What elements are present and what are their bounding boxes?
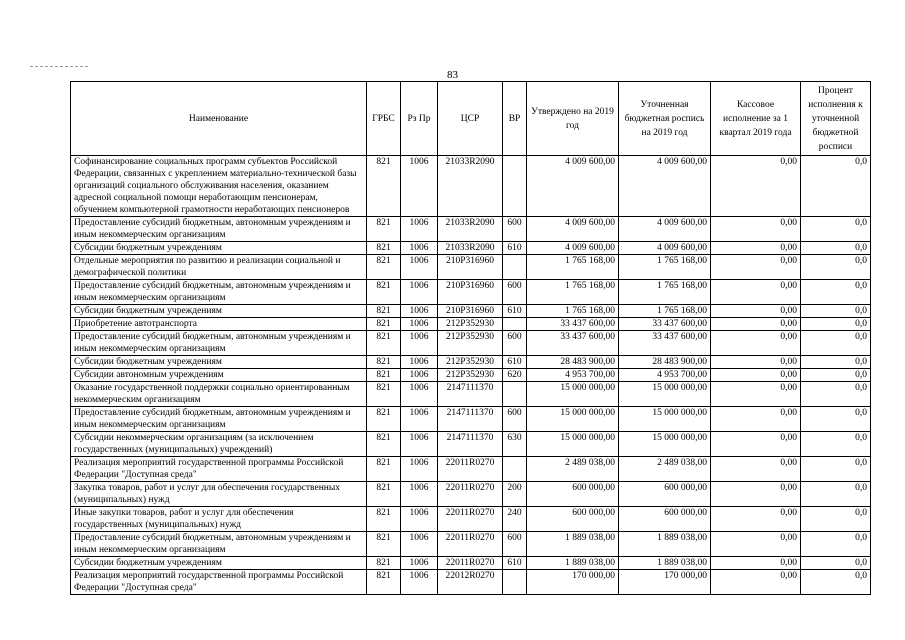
cell-rzpr: 1006 — [401, 217, 438, 242]
cell-rzpr: 1006 — [401, 432, 438, 457]
table-row — [71, 432, 871, 457]
cell-percent: 0,0 — [801, 369, 871, 382]
cell-csr: 210Р316960 — [438, 305, 503, 318]
cell-rzpr: 1006 — [401, 242, 438, 255]
cell-percent: 0,0 — [801, 532, 871, 557]
cell-cash: 0,00 — [711, 318, 801, 331]
cell-revised: 1 889 038,00 — [619, 532, 711, 557]
cell-csr: 212Р352930 — [438, 331, 503, 356]
cell-name: Предоставление субсидий бюджетным, автономным учреждениям и иным некоммерческим организациям — [71, 331, 367, 356]
cell-percent: 0,0 — [801, 382, 871, 407]
cell-vr: 600 — [503, 280, 527, 305]
table-row — [71, 532, 871, 557]
cell-vr: 600 — [503, 407, 527, 432]
cell-revised: 33 437 600,00 — [619, 331, 711, 356]
table-row — [71, 482, 871, 507]
cell-cash: 0,00 — [711, 280, 801, 305]
cell-cash: 0,00 — [711, 432, 801, 457]
cell-percent: 0,0 — [801, 557, 871, 570]
cell-approved: 4 953 700,00 — [527, 369, 619, 382]
cell-revised: 4 009 600,00 — [619, 156, 711, 217]
cell-revised: 1 889 038,00 — [619, 557, 711, 570]
cell-vr — [503, 255, 527, 280]
cell-revised: 1 765 168,00 — [619, 305, 711, 318]
cell-rzpr: 1006 — [401, 255, 438, 280]
cell-grbs: 821 — [367, 280, 401, 305]
cell-csr: 22011R0270 — [438, 457, 503, 482]
cell-revised: 4 953 700,00 — [619, 369, 711, 382]
cell-vr: 620 — [503, 369, 527, 382]
cell-csr: 22011R0270 — [438, 482, 503, 507]
cell-percent: 0,0 — [801, 457, 871, 482]
cell-approved: 33 437 600,00 — [527, 318, 619, 331]
budget-table — [70, 81, 871, 595]
cell-vr: 610 — [503, 242, 527, 255]
table-row — [71, 407, 871, 432]
cell-revised: 170 000,00 — [619, 570, 711, 595]
cell-approved: 1 765 168,00 — [527, 280, 619, 305]
cell-rzpr: 1006 — [401, 532, 438, 557]
cell-approved: 28 483 900,00 — [527, 356, 619, 369]
cell-revised: 1 765 168,00 — [619, 280, 711, 305]
cell-rzpr: 1006 — [401, 369, 438, 382]
cell-revised: 600 000,00 — [619, 482, 711, 507]
table-row — [71, 457, 871, 482]
cell-revised: 15 000 000,00 — [619, 407, 711, 432]
cell-rzpr: 1006 — [401, 382, 438, 407]
cell-vr — [503, 156, 527, 217]
table-row — [71, 369, 871, 382]
cell-cash: 0,00 — [711, 331, 801, 356]
cell-approved: 15 000 000,00 — [527, 382, 619, 407]
cell-csr: 212Р352930 — [438, 356, 503, 369]
cell-approved: 4 009 600,00 — [527, 156, 619, 217]
cell-approved: 2 489 038,00 — [527, 457, 619, 482]
cell-vr: 610 — [503, 305, 527, 318]
table-row — [71, 156, 871, 217]
table-row — [71, 255, 871, 280]
cell-grbs: 821 — [367, 482, 401, 507]
cell-csr: 22011R0270 — [438, 557, 503, 570]
cell-approved: 170 000,00 — [527, 570, 619, 595]
cell-cash: 0,00 — [711, 482, 801, 507]
header-cash: Кассовое исполнение за 1 квартал 2019 года — [711, 82, 801, 156]
cell-rzpr: 1006 — [401, 507, 438, 532]
cell-rzpr: 1006 — [401, 305, 438, 318]
cell-grbs: 821 — [367, 242, 401, 255]
cell-vr — [503, 318, 527, 331]
cell-grbs: 821 — [367, 318, 401, 331]
cell-grbs: 821 — [367, 532, 401, 557]
cell-grbs: 821 — [367, 156, 401, 217]
table-row — [71, 382, 871, 407]
cell-name: Субсидии некоммерческим организациям (за исключением государственных (муниципальных) учреждений) — [71, 432, 367, 457]
header-name: Наименование — [71, 82, 367, 156]
cell-cash: 0,00 — [711, 356, 801, 369]
header-vr: ВР — [503, 82, 527, 156]
cell-rzpr: 1006 — [401, 407, 438, 432]
cell-grbs: 821 — [367, 432, 401, 457]
cell-cash: 0,00 — [711, 305, 801, 318]
cell-grbs: 821 — [367, 331, 401, 356]
cell-grbs: 821 — [367, 570, 401, 595]
cell-revised: 2 489 038,00 — [619, 457, 711, 482]
cell-csr: 210Р316960 — [438, 255, 503, 280]
cell-vr: 600 — [503, 217, 527, 242]
cell-name: Предоставление субсидий бюджетным, автономным учреждениям и иным некоммерческим организациям — [71, 407, 367, 432]
cell-csr: 212Р352930 — [438, 369, 503, 382]
cell-vr: 610 — [503, 557, 527, 570]
cell-rzpr: 1006 — [401, 156, 438, 217]
cell-name: Иные закупки товаров, работ и услуг для обеспечения государственных (муниципальных) нужд — [71, 507, 367, 532]
cell-csr: 21033R2090 — [438, 156, 503, 217]
cell-revised: 4 009 600,00 — [619, 242, 711, 255]
cell-csr: 22011R0270 — [438, 507, 503, 532]
cell-vr: 600 — [503, 532, 527, 557]
cell-revised: 28 483 900,00 — [619, 356, 711, 369]
cell-name: Отдельные мероприятия по развитию и реализации социальной и демографической политики — [71, 255, 367, 280]
cell-csr: 2147111370 — [438, 382, 503, 407]
cell-rzpr: 1006 — [401, 457, 438, 482]
cell-name: Софинансирование социальных программ субъектов Российской Федерации, связанных с укреплением материально-технической базы организаций социального обслуживания населения, оказанием адресной социальной помощи неработающим пенсионерам, обучением компьютерной грамотности неработающих пенсионеров — [71, 156, 367, 217]
cell-percent: 0,0 — [801, 156, 871, 217]
cell-vr: 600 — [503, 331, 527, 356]
cell-approved: 600 000,00 — [527, 507, 619, 532]
table-header — [71, 82, 871, 156]
cell-approved: 1 765 168,00 — [527, 255, 619, 280]
cell-csr: 212Р352930 — [438, 318, 503, 331]
cell-percent: 0,0 — [801, 356, 871, 369]
cell-name: Приобретение автотранспорта — [71, 318, 367, 331]
cell-cash: 0,00 — [711, 557, 801, 570]
cell-approved: 33 437 600,00 — [527, 331, 619, 356]
header-approved: Утверждено на 2019 год — [527, 82, 619, 156]
header-csr: ЦСР — [438, 82, 503, 156]
cell-percent: 0,0 — [801, 305, 871, 318]
cell-cash: 0,00 — [711, 369, 801, 382]
cell-rzpr: 1006 — [401, 280, 438, 305]
cell-cash: 0,00 — [711, 156, 801, 217]
table-row — [71, 570, 871, 595]
cell-rzpr: 1006 — [401, 482, 438, 507]
cell-vr — [503, 382, 527, 407]
cell-cash: 0,00 — [711, 382, 801, 407]
cell-cash: 0,00 — [711, 255, 801, 280]
cell-cash: 0,00 — [711, 242, 801, 255]
cell-vr: 240 — [503, 507, 527, 532]
cell-grbs: 821 — [367, 457, 401, 482]
cell-percent: 0,0 — [801, 432, 871, 457]
cell-percent: 0,0 — [801, 280, 871, 305]
cell-approved: 4 009 600,00 — [527, 217, 619, 242]
cell-cash: 0,00 — [711, 217, 801, 242]
cell-percent: 0,0 — [801, 242, 871, 255]
cell-name: Реализация мероприятий государственной программы Российской Федерации "Доступная среда" — [71, 570, 367, 595]
table-body — [71, 156, 871, 595]
table-row — [71, 507, 871, 532]
cell-cash: 0,00 — [711, 532, 801, 557]
cell-rzpr: 1006 — [401, 570, 438, 595]
cell-csr: 2147111370 — [438, 432, 503, 457]
table-row — [71, 356, 871, 369]
cell-approved: 15 000 000,00 — [527, 407, 619, 432]
table-row — [71, 318, 871, 331]
table-row — [71, 557, 871, 570]
header-percent: Процент исполнения к уточненной бюджетной росписи — [801, 82, 871, 156]
cell-percent: 0,0 — [801, 407, 871, 432]
cell-cash: 0,00 — [711, 407, 801, 432]
cell-percent: 0,0 — [801, 570, 871, 595]
cell-vr — [503, 457, 527, 482]
cell-rzpr: 1006 — [401, 557, 438, 570]
cell-grbs: 821 — [367, 382, 401, 407]
cell-percent: 0,0 — [801, 255, 871, 280]
cell-grbs: 821 — [367, 507, 401, 532]
cell-approved: 15 000 000,00 — [527, 432, 619, 457]
table-row — [71, 331, 871, 356]
cell-cash: 0,00 — [711, 570, 801, 595]
table-row — [71, 242, 871, 255]
cell-vr: 610 — [503, 356, 527, 369]
cell-revised: 1 765 168,00 — [619, 255, 711, 280]
cell-percent: 0,0 — [801, 482, 871, 507]
cell-revised: 15 000 000,00 — [619, 382, 711, 407]
cell-csr: 22012R0270 — [438, 570, 503, 595]
cell-cash: 0,00 — [711, 507, 801, 532]
cell-approved: 1 889 038,00 — [527, 557, 619, 570]
cell-grbs: 821 — [367, 305, 401, 318]
cell-revised: 33 437 600,00 — [619, 318, 711, 331]
cell-revised: 4 009 600,00 — [619, 217, 711, 242]
cell-cash: 0,00 — [711, 457, 801, 482]
cell-vr: 630 — [503, 432, 527, 457]
table-row — [71, 280, 871, 305]
cell-vr — [503, 570, 527, 595]
cell-csr: 21033R2090 — [438, 242, 503, 255]
cell-grbs: 821 — [367, 356, 401, 369]
cell-rzpr: 1006 — [401, 318, 438, 331]
cell-vr: 200 — [503, 482, 527, 507]
cell-percent: 0,0 — [801, 331, 871, 356]
cell-name: Предоставление субсидий бюджетным, автономным учреждениям и иным некоммерческим организациям — [71, 532, 367, 557]
cell-revised: 15 000 000,00 — [619, 432, 711, 457]
cell-name: Закупка товаров, работ и услуг для обеспечения государственных (муниципальных) нужд — [71, 482, 367, 507]
cell-name: Субсидии бюджетным учреждениям — [71, 557, 367, 570]
cell-name: Оказание государственной поддержки социально ориентированным некоммерческим организациям — [71, 382, 367, 407]
cell-csr: 2147111370 — [438, 407, 503, 432]
header-rzpr: Рз Пр — [401, 82, 438, 156]
table-row — [71, 305, 871, 318]
cell-name: Предоставление субсидий бюджетным, автономным учреждениям и иным некоммерческим организациям — [71, 280, 367, 305]
cell-approved: 1 889 038,00 — [527, 532, 619, 557]
page-number: 83 — [447, 69, 458, 81]
cell-rzpr: 1006 — [401, 331, 438, 356]
cell-name: Субсидии бюджетным учреждениям — [71, 242, 367, 255]
cell-name: Субсидии автономным учреждениям — [71, 369, 367, 382]
cell-grbs: 821 — [367, 407, 401, 432]
cell-name: Реализация мероприятий государственной программы Российской Федерации "Доступная среда" — [71, 457, 367, 482]
table-row — [71, 217, 871, 242]
cell-approved: 1 765 168,00 — [527, 305, 619, 318]
cell-name: Предоставление субсидий бюджетным, автономным учреждениям и иным некоммерческим организациям — [71, 217, 367, 242]
cell-csr: 22011R0270 — [438, 532, 503, 557]
cell-grbs: 821 — [367, 255, 401, 280]
cell-approved: 4 009 600,00 — [527, 242, 619, 255]
cell-name: Субсидии бюджетным учреждениям — [71, 305, 367, 318]
cell-percent: 0,0 — [801, 217, 871, 242]
header-grbs: ГРБС — [367, 82, 401, 156]
cell-grbs: 821 — [367, 217, 401, 242]
cell-grbs: 821 — [367, 557, 401, 570]
header-revised: Уточненная бюджетная роспись на 2019 год — [619, 82, 711, 156]
cell-csr: 21033R2090 — [438, 217, 503, 242]
cell-grbs: 821 — [367, 369, 401, 382]
cell-name: Субсидии бюджетным учреждениям — [71, 356, 367, 369]
cell-rzpr: 1006 — [401, 356, 438, 369]
cell-csr: 210Р316960 — [438, 280, 503, 305]
cell-approved: 600 000,00 — [527, 482, 619, 507]
cell-revised: 600 000,00 — [619, 507, 711, 532]
cell-percent: 0,0 — [801, 507, 871, 532]
cell-percent: 0,0 — [801, 318, 871, 331]
